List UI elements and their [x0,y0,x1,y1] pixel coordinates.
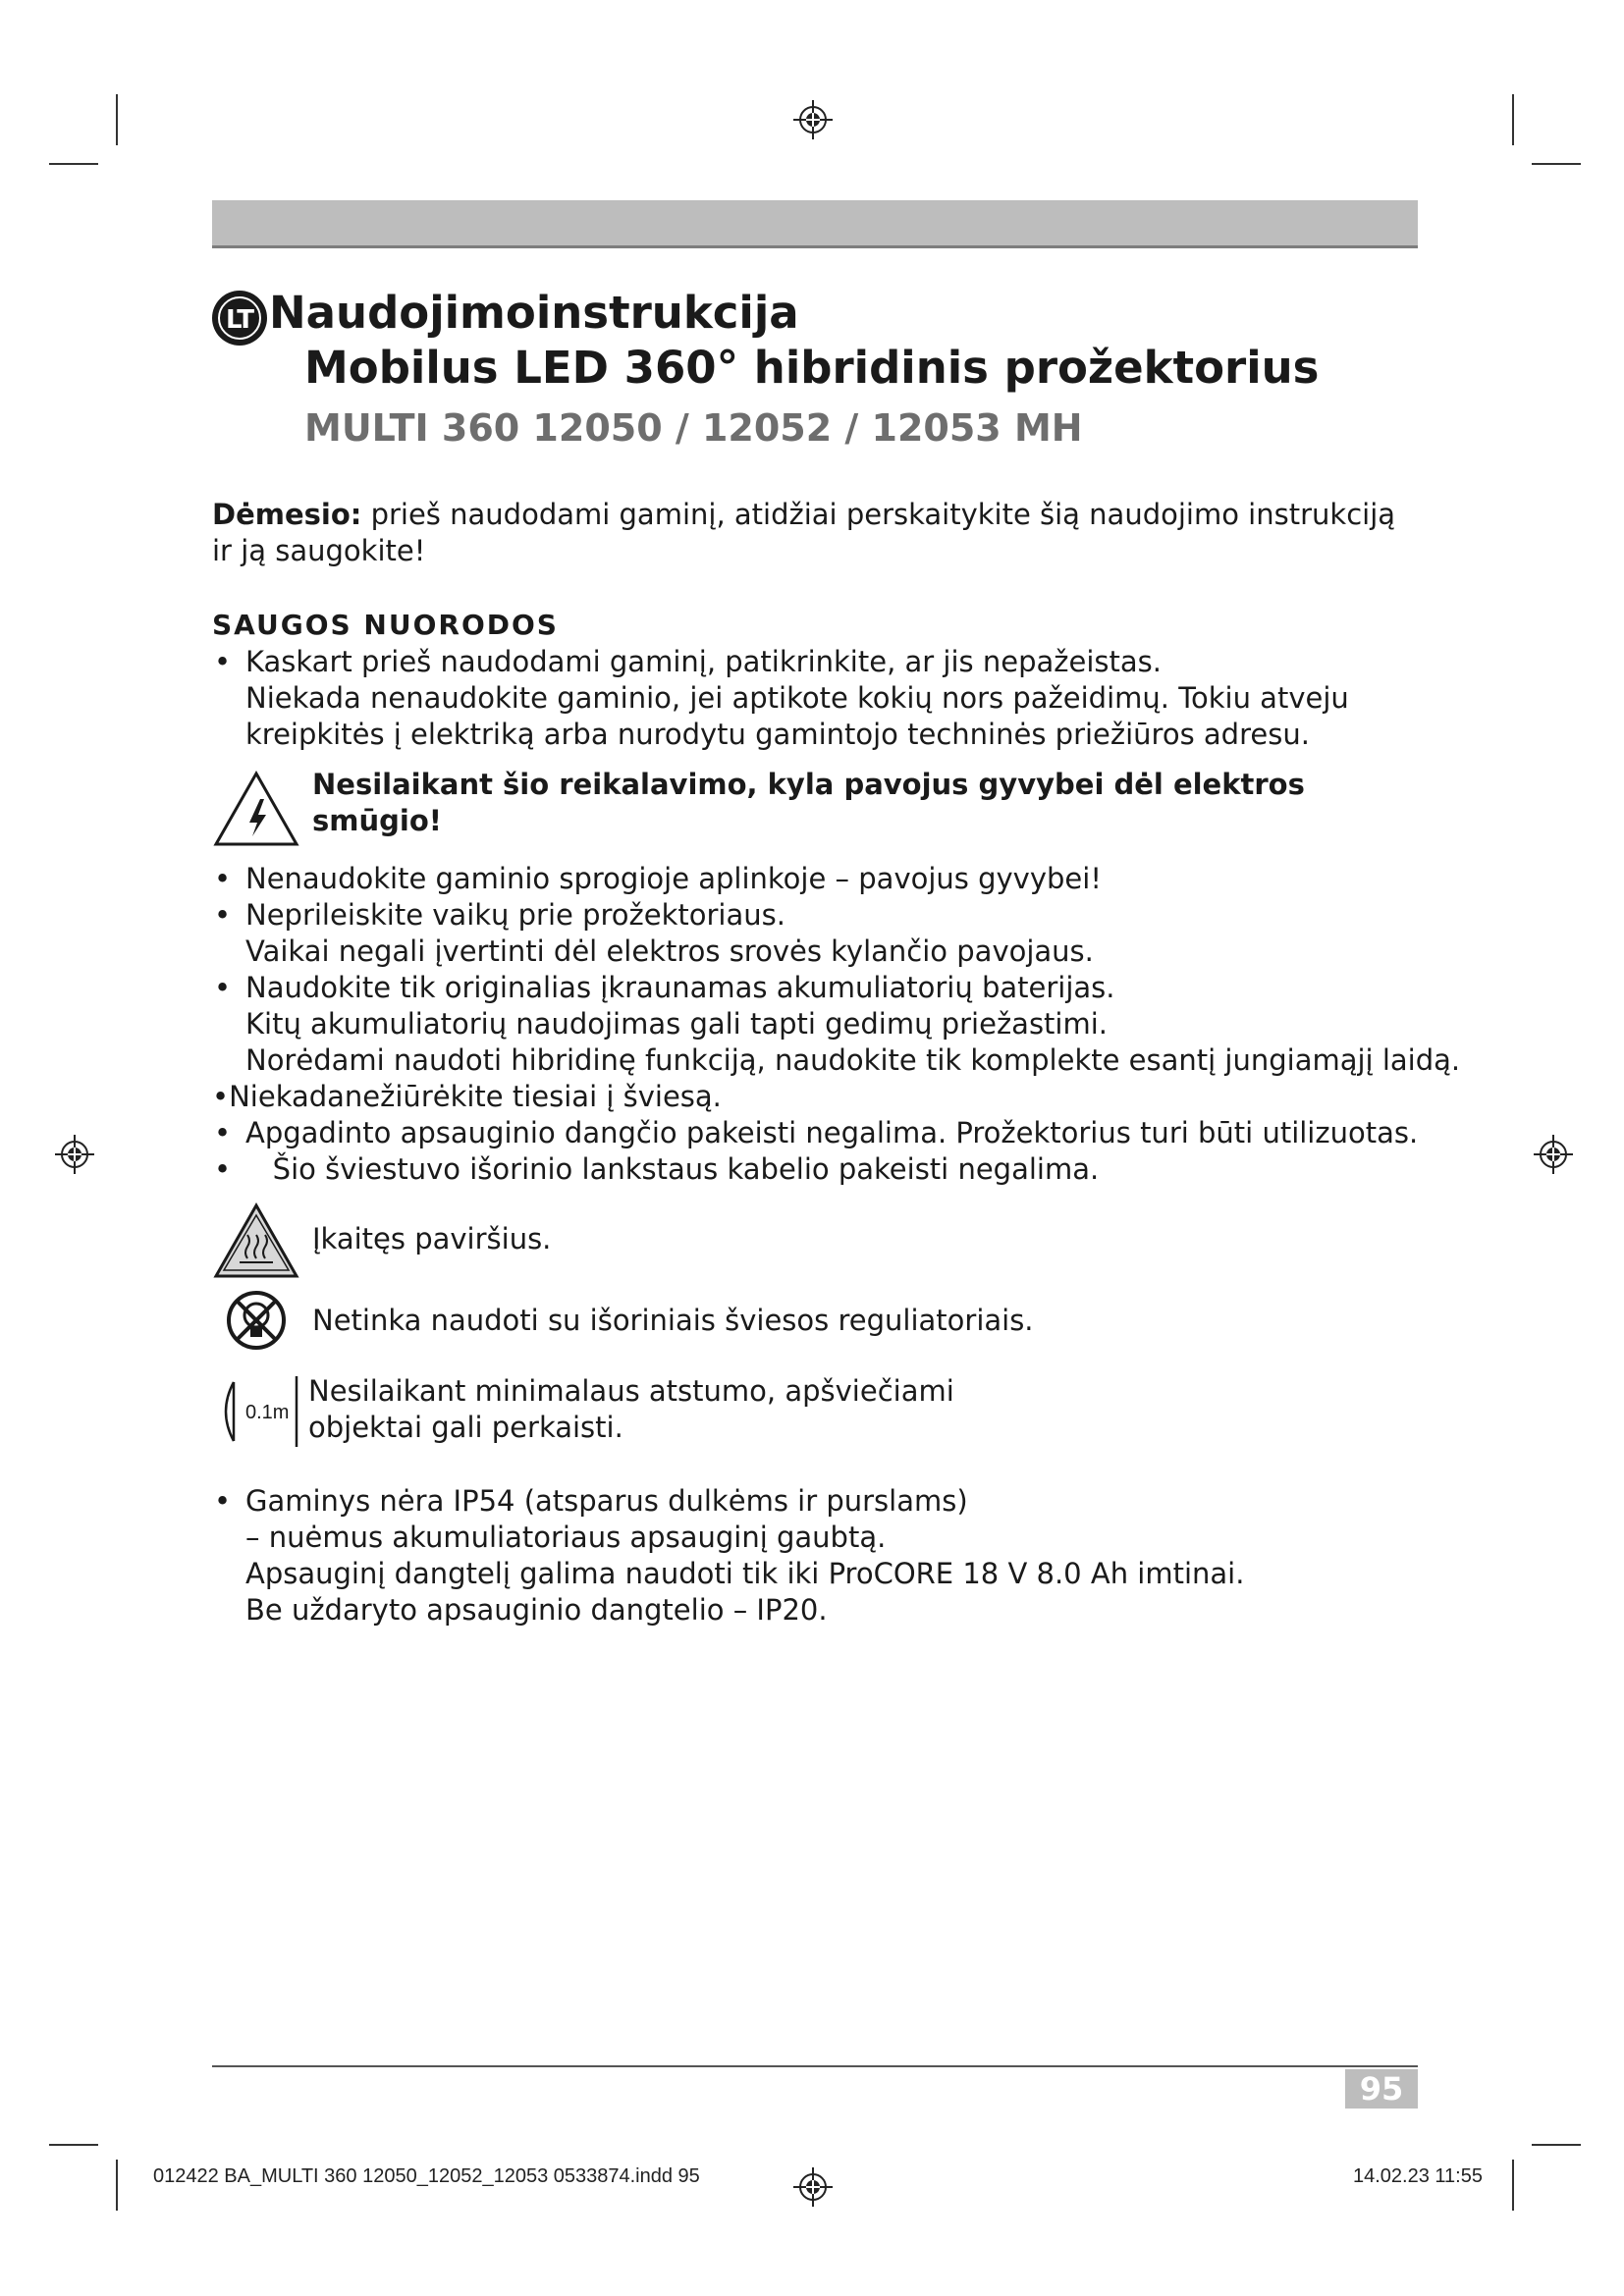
safety-intro-list [212,644,1430,753]
safety-list [212,861,1461,1188]
bullet: • [214,898,232,932]
section-heading: SAUGOS NUORODOS [212,609,559,641]
list-item [212,897,1430,970]
hot-surface-row [212,1201,1430,1280]
header-bar [212,200,1418,248]
list-item [212,1079,1430,1115]
list-item [212,861,1430,897]
bullet: • [214,971,232,1004]
crop-mark [1512,2160,1514,2211]
crop-mark [1512,94,1514,145]
page-number: 95 [1345,2069,1418,2109]
list-item-line: •Niekadanežiūrėkite tiesiai į šviesą. [212,1080,722,1113]
hot-surface-text: Įkaitęs paviršius. [312,1221,552,1255]
list-item [212,1483,1430,1629]
list-item [212,1151,1430,1188]
bullet: • [214,1116,232,1149]
list-item [212,970,1461,1079]
min-distance-row [212,1372,1430,1451]
attention-note: Dėmesio: prieš naudodami gaminį, atidžiai perskaitykite šią naudojimo instrukciją ir ją saugokite! [212,498,1396,567]
list-item-line: Niekada nenaudokite gaminio, jei aptikote kokių nors pažeidimų. Tokiu atveju [245,681,1349,715]
list-item-line: Kitų akumuliatorių naudojimas gali tapti gedimų priežastimi. [245,1007,1109,1041]
crop-mark [1532,2144,1581,2146]
list-item-line: kreipkitės į elektriką arba nurodytu gamintojo techninės priežiūros adresu. [245,718,1310,751]
electric-shock-warning-icon [212,770,300,848]
ip-rating-list [212,1483,1430,1629]
list-item-line: Šio šviestuvo išorinio lankstaus kabelio pakeisti negalima. [245,1152,1100,1186]
no-dimmer-row [212,1286,1430,1355]
list-item-line: – nuėmus akumuliatoriaus apsauginį gaubtą. [245,1521,887,1554]
list-item-line: Be uždaryto apsauginio dangtelio – IP20. [245,1593,828,1627]
title-line-2: Mobilus LED 360° hibridinis prožektorius [304,342,1320,394]
list-item-line: Naudokite tik originalias įkraunamas akumuliatorių baterijas. [245,971,1115,1004]
crop-mark [1532,163,1581,165]
list-item-line: Apsauginį dangtelį galima naudoti tik iki ProCORE 18 V 8.0 Ah imtinai. [245,1557,1245,1590]
registration-mark-icon [1534,1135,1573,1174]
attention-label: Dėmesio: [212,498,362,531]
footer-rule [212,2065,1418,2067]
list-item-line: Kaskart prieš naudodami gaminį, patikrinkite, ar jis nepažeistas. [245,645,1162,678]
hot-surface-icon [212,1201,300,1280]
model-line: MULTI 360 12050 / 12052 / 12053 MH [304,406,1083,450]
list-item-line: Gaminys nėra IP54 (atsparus dulkėms ir purslams) [245,1484,968,1518]
registration-mark-icon [55,1135,94,1174]
bullet: • [214,1152,232,1186]
electric-warning-row [212,770,1430,848]
list-item-line: Nenaudokite gaminio sprogioje aplinkoje – pavojus gyvybei! [245,862,1102,895]
list-item-line: Vaikai negali įvertinti dėl elektros srovės kylančio pavojaus. [245,934,1094,968]
list-item-line: Norėdami naudoti hibridinę funkciją, naudokite tik komplekte esantį jungiamąjį laidą. [245,1043,1461,1077]
crop-mark [116,94,118,145]
language-badge: LT [212,291,267,346]
footer-date-time: 14.02.23 11:55 [1353,2165,1483,2187]
min-distance-text: Nesilaikant minimalaus atstumo, apšviečiami objektai gali perkaisti. [308,1374,954,1444]
registration-mark-icon [793,2167,833,2207]
crop-mark [49,2144,98,2146]
list-item [212,644,1430,753]
bullet: • [214,645,232,678]
no-dimmer-icon [212,1286,300,1355]
crop-mark [116,2160,118,2211]
list-item [212,1115,1430,1151]
list-item-line: Neprileiskite vaikų prie prožektoriaus. [245,898,785,932]
bullet: • [214,862,232,895]
registration-mark-icon [793,100,833,139]
list-item-line: Apgadinto apsauginio dangčio pakeisti negalima. Prožektorius turi būti utilizuotas. [245,1116,1419,1149]
no-dimmer-text: Netinka naudoti su išoriniais šviesos reguliatoriais. [312,1303,1034,1337]
footer-file-info: 012422 BA_MULTI 360 12050_12052_12053 0533874.indd 95 [153,2165,700,2187]
electric-warning-text: Nesilaikant šio reikalavimo, kyla pavojus gyvybei dėl elektros smūgio! [312,768,1305,837]
bullet: • [214,1484,232,1518]
min-distance-icon [212,1372,300,1451]
title-line-1: Naudojimoinstrukcija [269,287,799,339]
crop-mark [49,163,98,165]
distance-label: 0.1m [245,1402,290,1423]
